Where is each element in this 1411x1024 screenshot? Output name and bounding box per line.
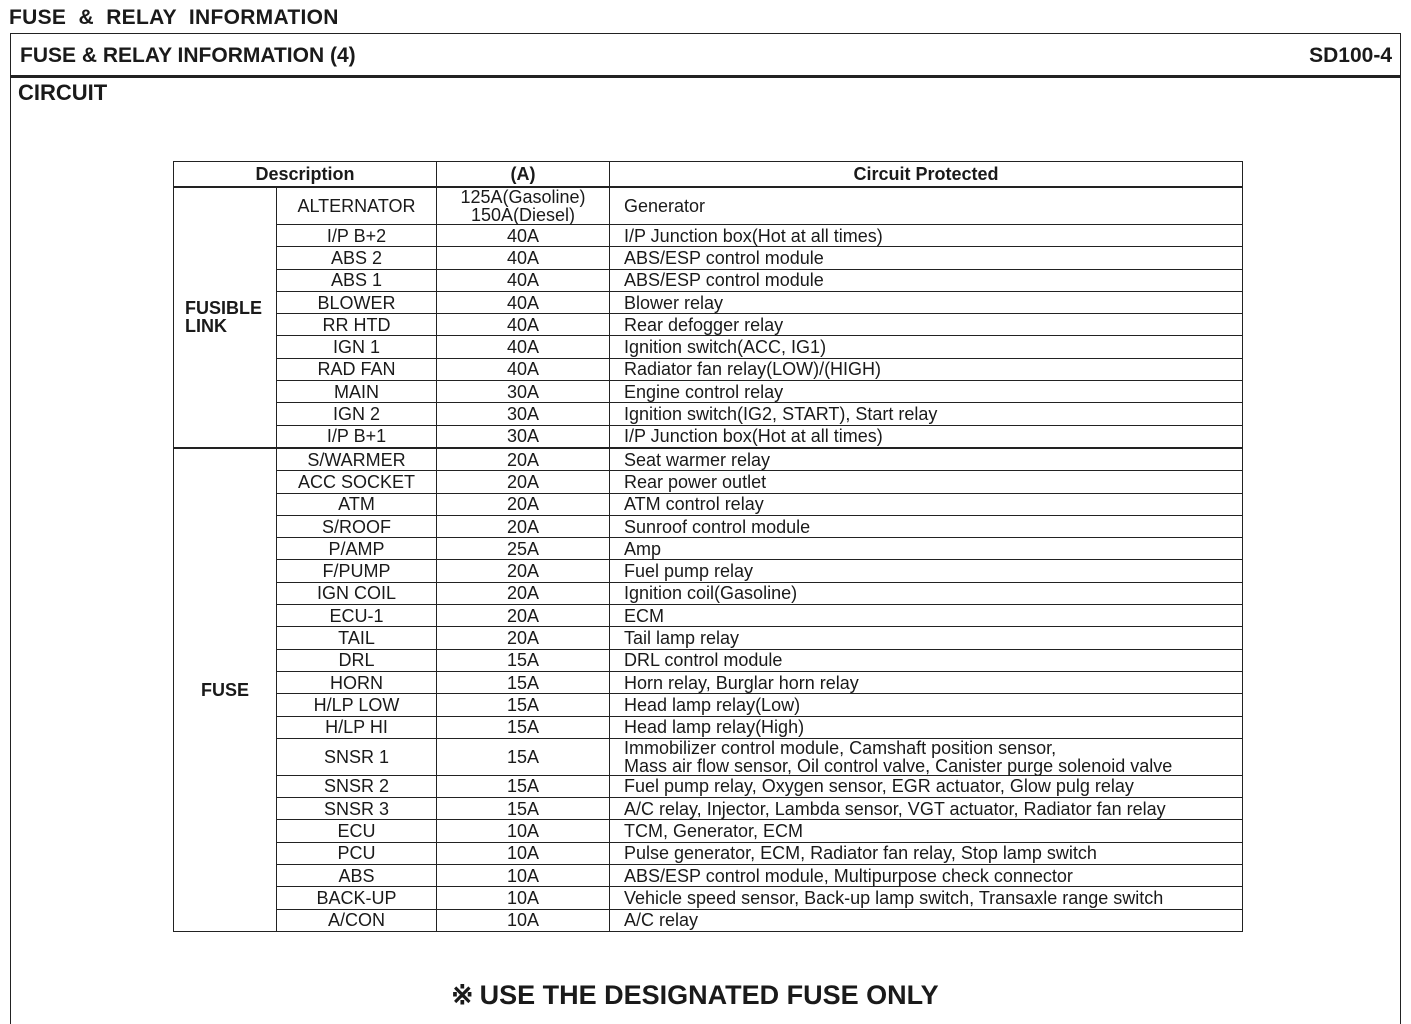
column-header-amperage: (A) — [437, 162, 610, 188]
fuse-name-cell: P/AMP — [277, 538, 437, 560]
table-row — [174, 269, 1243, 291]
circuit-cell: I/P Junction box(Hot at all times) — [610, 225, 1243, 247]
circuit-cell: ABS/ESP control module — [610, 247, 1243, 269]
table-row — [174, 448, 1243, 471]
amperage-cell: 10A — [437, 820, 610, 842]
header-bar — [11, 34, 1400, 78]
fuse-name-cell: BACK-UP — [277, 887, 437, 909]
table-row — [174, 582, 1243, 604]
fuse-name-cell: HORN — [277, 671, 437, 693]
table-row — [174, 538, 1243, 560]
table-row — [174, 358, 1243, 380]
fuse-name-cell: SNSR 1 — [277, 738, 437, 775]
circuit-cell: Amp — [610, 538, 1243, 560]
fuse-name-cell: SNSR 3 — [277, 798, 437, 820]
table-row — [174, 187, 1243, 225]
fuse-name-cell: S/ROOF — [277, 515, 437, 537]
table-header-row — [174, 162, 1243, 188]
fuse-name-cell: ABS 2 — [277, 247, 437, 269]
amperage-cell: 20A — [437, 582, 610, 604]
fuse-name-cell: BLOWER — [277, 291, 437, 313]
fuse-name-cell: PCU — [277, 842, 437, 864]
amperage-cell: 40A — [437, 358, 610, 380]
group-label: FUSE — [174, 448, 277, 931]
circuit-cell: Sunroof control module — [610, 515, 1243, 537]
circuit-cell: DRL control module — [610, 649, 1243, 671]
fuse-name-cell: H/LP LOW — [277, 694, 437, 716]
circuit-cell: Engine control relay — [610, 381, 1243, 403]
amperage-cell: 30A — [437, 425, 610, 448]
footnote-text: USE THE DESIGNATED FUSE ONLY — [479, 980, 939, 1010]
circuit-cell: I/P Junction box(Hot at all times) — [610, 425, 1243, 448]
reference-mark-icon: ※ — [451, 980, 474, 1010]
table-row — [174, 515, 1243, 537]
circuit-cell: Fuel pump relay — [610, 560, 1243, 582]
table-row — [174, 493, 1243, 515]
table-row — [174, 291, 1243, 313]
circuit-cell: ATM control relay — [610, 493, 1243, 515]
fuse-name-cell: F/PUMP — [277, 560, 437, 582]
circuit-cell: ABS/ESP control module, Multipurpose check connector — [610, 865, 1243, 887]
amperage-cell: 20A — [437, 560, 610, 582]
amperage-cell: 15A — [437, 649, 610, 671]
amperage-cell: 10A — [437, 842, 610, 864]
amperage-cell: 40A — [437, 314, 610, 336]
circuit-cell: Fuel pump relay, Oxygen sensor, EGR actuator, Glow pulg relay — [610, 775, 1243, 797]
fuse-name-cell: ALTERNATOR — [277, 187, 437, 225]
fuse-name-cell: I/P B+2 — [277, 225, 437, 247]
circuit-cell: Generator — [610, 187, 1243, 225]
circuit-cell: Immobilizer control module, Camshaft position sensor, Mass air flow sensor, Oil control valve, Canister purge solenoid valve — [610, 738, 1243, 775]
circuit-cell: A/C relay, Injector, Lambda sensor, VGT actuator, Radiator fan relay — [610, 798, 1243, 820]
table-row — [174, 247, 1243, 269]
circuit-cell: TCM, Generator, ECM — [610, 820, 1243, 842]
table-row — [174, 694, 1243, 716]
amperage-cell: 30A — [437, 381, 610, 403]
amperage-cell: 15A — [437, 775, 610, 797]
fuse-name-cell: S/WARMER — [277, 448, 437, 471]
table-row — [174, 560, 1243, 582]
table-row — [174, 887, 1243, 909]
amperage-cell: 40A — [437, 269, 610, 291]
table-row — [174, 314, 1243, 336]
amperage-cell: 40A — [437, 247, 610, 269]
table-row — [174, 671, 1243, 693]
fuse-name-cell: IGN 2 — [277, 403, 437, 425]
amperage-cell: 20A — [437, 627, 610, 649]
fuse-name-cell: RR HTD — [277, 314, 437, 336]
circuit-cell: Blower relay — [610, 291, 1243, 313]
amperage-cell: 40A — [437, 225, 610, 247]
amperage-cell: 10A — [437, 865, 610, 887]
circuit-cell: ABS/ESP control module — [610, 269, 1243, 291]
amperage-cell: 10A — [437, 887, 610, 909]
table-row — [174, 865, 1243, 887]
header-title: FUSE & RELAY INFORMATION (4) — [20, 44, 356, 67]
section-title: CIRCUIT — [18, 80, 108, 105]
table-row — [174, 775, 1243, 797]
circuit-cell: Ignition switch(ACC, IG1) — [610, 336, 1243, 358]
circuit-cell: A/C relay — [610, 909, 1243, 931]
circuit-table — [173, 161, 1243, 932]
fuse-name-cell: H/LP HI — [277, 716, 437, 738]
circuit-cell: Head lamp relay(High) — [610, 716, 1243, 738]
fuse-name-cell: DRL — [277, 649, 437, 671]
circuit-cell: Radiator fan relay(LOW)/(HIGH) — [610, 358, 1243, 380]
fuse-name-cell: ABS 1 — [277, 269, 437, 291]
amperage-cell: 20A — [437, 605, 610, 627]
fuse-name-cell: I/P B+1 — [277, 425, 437, 448]
table-row — [174, 336, 1243, 358]
circuit-cell: Vehicle speed sensor, Back-up lamp switch, Transaxle range switch — [610, 887, 1243, 909]
circuit-cell: Horn relay, Burglar horn relay — [610, 671, 1243, 693]
group-label: FUSIBLE LINK — [174, 187, 277, 448]
fuse-name-cell: ECU-1 — [277, 605, 437, 627]
table-row — [174, 471, 1243, 493]
amperage-cell: 40A — [437, 291, 610, 313]
fuse-name-cell: ACC SOCKET — [277, 471, 437, 493]
table-row — [174, 403, 1243, 425]
table-row — [174, 425, 1243, 448]
table-row — [174, 649, 1243, 671]
amperage-cell: 40A — [437, 336, 610, 358]
table-body — [174, 187, 1243, 931]
fuse-name-cell: TAIL — [277, 627, 437, 649]
amperage-cell: 125A(Gasoline) 150A(Diesel) — [437, 187, 610, 225]
circuit-cell: Rear defogger relay — [610, 314, 1243, 336]
table-row — [174, 842, 1243, 864]
column-header-circuit: Circuit Protected — [610, 162, 1243, 188]
fuse-name-cell: IGN 1 — [277, 336, 437, 358]
fuse-name-cell: MAIN — [277, 381, 437, 403]
table-row — [174, 225, 1243, 247]
table-row — [174, 820, 1243, 842]
circuit-cell: ECM — [610, 605, 1243, 627]
fuse-name-cell: RAD FAN — [277, 358, 437, 380]
fuse-name-cell: SNSR 2 — [277, 775, 437, 797]
amperage-cell: 15A — [437, 671, 610, 693]
fuse-name-cell: IGN COIL — [277, 582, 437, 604]
amperage-cell: 25A — [437, 538, 610, 560]
amperage-cell: 15A — [437, 738, 610, 775]
circuit-cell: Ignition switch(IG2, START), Start relay — [610, 403, 1243, 425]
amperage-cell: 15A — [437, 694, 610, 716]
amperage-cell: 20A — [437, 471, 610, 493]
circuit-cell: Head lamp relay(Low) — [610, 694, 1243, 716]
fuse-name-cell: ABS — [277, 865, 437, 887]
table-row — [174, 381, 1243, 403]
circuit-cell: Tail lamp relay — [610, 627, 1243, 649]
amperage-cell: 20A — [437, 448, 610, 471]
circuit-cell: Ignition coil(Gasoline) — [610, 582, 1243, 604]
table-row — [174, 909, 1243, 931]
header-code: SD100-4 — [1309, 44, 1392, 67]
fuse-name-cell: ATM — [277, 493, 437, 515]
page-title: FUSE & RELAY INFORMATION — [9, 6, 339, 29]
amperage-cell: 15A — [437, 798, 610, 820]
column-header-description: Description — [174, 162, 437, 188]
circuit-cell: Rear power outlet — [610, 471, 1243, 493]
circuit-cell: Pulse generator, ECM, Radiator fan relay, Stop lamp switch — [610, 842, 1243, 864]
amperage-cell: 10A — [437, 909, 610, 931]
amperage-cell: 30A — [437, 403, 610, 425]
table-row — [174, 798, 1243, 820]
amperage-cell: 20A — [437, 515, 610, 537]
fuse-name-cell: ECU — [277, 820, 437, 842]
footnote — [451, 980, 939, 1011]
table-row — [174, 605, 1243, 627]
table-row — [174, 627, 1243, 649]
amperage-cell: 15A — [437, 716, 610, 738]
table-row — [174, 716, 1243, 738]
amperage-cell: 20A — [437, 493, 610, 515]
fuse-name-cell: A/CON — [277, 909, 437, 931]
table-row — [174, 738, 1243, 775]
circuit-cell: Seat warmer relay — [610, 448, 1243, 471]
